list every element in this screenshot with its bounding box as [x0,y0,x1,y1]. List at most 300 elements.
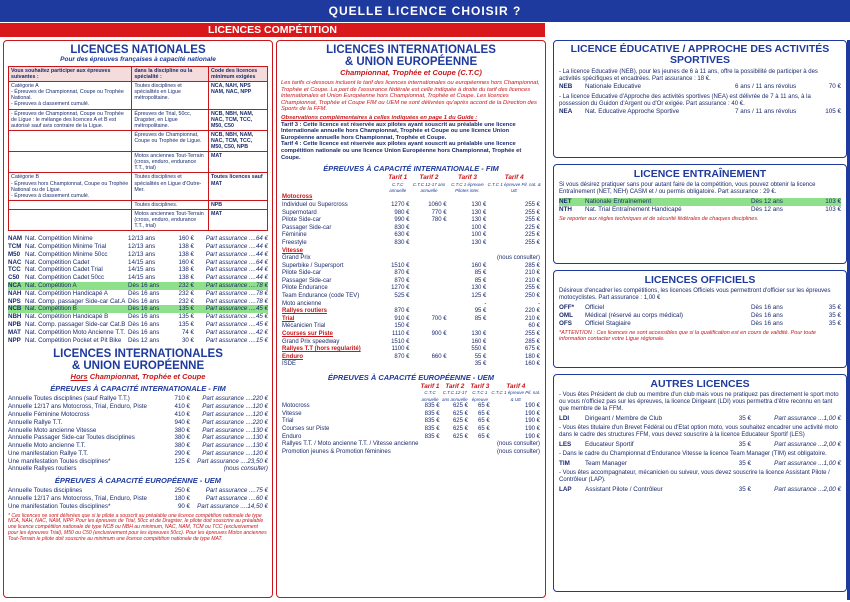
hors-label: Hors [70,372,88,382]
tarif-value [385,194,410,202]
license-price: 105 € [825,108,841,115]
tarif-value: 830 € [394,239,410,246]
license-insurance: Part assurance ...2,00 € [774,486,841,493]
license-code: NET [559,198,572,205]
tarif-row [281,441,541,449]
category-cell: Épreuves de Championnat, Coupe ou Trophée de Ligue. [132,130,209,151]
tarif-label: Promotion jeunes & Promotion féminines [282,448,391,455]
tarif-label: Vitesse [282,410,302,417]
price-insurance: (nous consulter) [223,465,268,473]
tarif-value [410,361,447,369]
tarif-value [410,346,447,354]
educative-text-2: - La licence Educative d'Approche des activités sportives (NEA) est délivrée de 7 à 11 ans, à la possession du Guidon d'Argent ou d'Or exigée. Part assurance : 40 €. [559,94,811,107]
tarif-subtitle: C.T.C annuelle [389,181,407,193]
national-box [3,40,273,598]
international-box [276,40,546,598]
intl-hors-footnote: * Ces licences ne sont délivrées que si le pilote a souscrit au préalable une licence compétition nationale de type NCA, NAH, NAC, NAM, NPP. Pour les épreuves de Trial, 50cc et de Dragster, le pilote doit souscrire au préalable une licence compétition nationale de type NCB ou NBH au minimum, NAC, NAM, TCM ou TCC (exclusivement pour les épreuves Trial), M50 ou C50 (exclusivement pour les épreuves 50cc). Pour les épreuves Motos anciennes Tout-Terrain le pilote doit souscrire au minimum une licence compétition nationale de type MAT. [8,512,267,542]
license-price: 135 € [178,320,194,328]
price-row [8,503,268,511]
tarif-title: Tarif 3 [470,383,490,390]
intl-tarif4: Tarif 4 : Cette licence est réservée aux pilotes ayant souscrit au préalable une licence compétition nationale ou une licence Union Européenne hors Championnat, Trophée et Coupe. [281,141,522,161]
officials-text: Désireux d'encadrer les compétitions, les licences Officiels vous permettront d'officier sur les épreuves motocyclistes. Part assurance : 1,00 € [559,288,831,301]
tarif-value [385,248,410,256]
other-text-4: - Vous êtes accompagnateur, mécanicien ou suiveur, vous devez souscrire la licence Assistant Pilote / Contrôleur (LAP). [559,470,830,483]
tarif-value [419,441,440,449]
tarif-row [281,316,541,324]
tarif-label: Passager Side-car [282,277,332,284]
license-price: 35 € [738,415,751,422]
tarif-value: - [538,300,540,307]
tarif-value: 150 € [394,323,410,330]
tarif-header [410,175,447,194]
tarif-row [281,346,541,354]
tarif-value: 130 € [471,209,487,216]
license-insurance: Part assurance ....44 € [205,274,268,282]
national-license-row [8,313,268,321]
license-label: Assistant Pilote / Contrôleur [585,486,663,493]
price-row [8,450,268,458]
price-value: 380 € [174,426,190,434]
category-cell: MAT [208,152,267,173]
tarif-value: 980 € [394,209,410,216]
tarif-value: 190 € [524,403,540,410]
category-cell: Motos anciennes Tout-Terrain (cross, enduro, endurance T.T., trial) [132,209,209,230]
license-label: Officiel Stagiaire [585,320,631,327]
tarif-row [281,202,541,210]
officials-list [559,304,841,328]
tarif-value: 830 € [394,224,410,231]
license-insurance: Part assurance ....64 € [205,258,268,266]
tarif-subtitle: C.T.C 1 épreuve [471,390,488,402]
tarif-value [410,255,447,263]
license-age: 12/13 ans [128,235,156,243]
license-row [559,320,841,328]
intl-tarif3: Tarif 3 : Cette licence est réservée aux pilotes ayant souscrit au préalable une licence Internationale annuelle hors Championnat, Trophée et Coupe ou une licence Union Européenne annuelle hors Championnat, Trophée et Coupe. [281,121,516,141]
tarif-value: 525 € [394,293,410,300]
tarif-value: 835 € [424,433,440,440]
license-row [559,304,841,312]
license-code: NBH [8,313,22,321]
tarif-value: 1060 € [428,201,447,208]
tarif-value: 285 € [524,262,540,269]
license-label: Nationale Entraînement [585,198,652,205]
intl-hors-uem-heading: ÉPREUVES À CAPACITÉ EUROPÉENNE - UEM [54,476,222,486]
tarif-value: 625 € [452,433,468,440]
tarif-value: 35 € [474,361,487,368]
category-cell: - Épreuves de Championnat, Coupe ou Trophée de Ligue : le mélange des licences A et B est autorisé sauf avis contraire de la Ligue. [9,109,132,130]
tarif-label: Supermotard [282,209,317,216]
license-code: NTH [559,206,572,213]
national-license-row [8,266,268,274]
educative-text-1: - La licence Educative (NEB), pour les jeunes de 6 à 11 ans, offre la possibilité de participer à des activités spécifiques et encadrées. Part assurance : 18 €. [559,69,818,82]
national-license-row [8,329,268,337]
tarif-label: Grand Prix speedway [282,338,340,345]
tarif-row [281,403,541,411]
price-row [8,434,268,442]
price-label: Annuelle Rallye T.T. [8,418,63,426]
license-label: Nat. Compétition Pocket et Pit Bike [25,336,122,344]
license-age: 12/13 ans [128,242,156,250]
tarif-value [410,308,447,316]
tarif-value: 835 € [424,426,440,432]
license-price: 138 € [178,266,194,274]
other-box [553,374,847,592]
category-row [9,209,268,230]
tarif-value [487,194,541,202]
tarif-value [469,449,491,457]
category-header-codes: Code des licences minimum exigées [208,67,267,82]
license-code: NPB [8,320,22,328]
tarif-value [448,248,488,256]
tarif-value: 100 € [471,224,487,231]
tarif-value: 160 € [471,338,487,345]
national-title: LICENCES NATIONALES [70,44,206,56]
tarif-row [281,418,541,426]
tarif-value: 1100 € [391,346,410,353]
price-row [8,465,268,473]
national-license-row [8,235,268,243]
license-price: 138 € [178,242,194,250]
license-age: 14/15 ans [128,274,156,282]
intl-title-1: LICENCES INTERNATIONALES [326,44,496,56]
price-insurance: Part assurance ....120 € [202,449,268,457]
price-label: Annuelle 12/17 ans Motocross, Trial, Enduro, Piste [8,403,147,411]
tarif-title: Tarif 1 [388,174,408,182]
tarif-value [410,263,447,271]
tarif-value: 625 € [452,410,468,417]
educative-box [553,40,847,158]
training-note: Se reporter aux règles techniques et de sécurité fédérales de chaques disciplines. [559,216,759,222]
tarif-title: Tarif 4 [506,383,526,390]
other-row-tim [559,460,841,468]
license-code: M50 [8,250,21,258]
tarif-label: Trial [282,418,294,425]
tarif-value: 625 € [452,418,468,425]
license-price: 35 € [738,486,751,493]
tarif-title: Tarif 2 [445,383,465,390]
tarif-header [448,175,488,194]
price-row [8,411,268,419]
other-text-1: - Vous êtes Président de club ou membre d'un club mais vous ne pratiquez pas directement le sport moto ou vous n'officiez pas sur les épreuves, la licence Dirigeant (LDI) vous permettra d'être reconnu en tant que membre de la FFM. [559,392,839,412]
tarif-value [448,255,488,263]
tarif-label: Enduro [282,353,303,360]
tarif-label: Motocross [282,403,310,410]
price-label: Annuelle Passager Side-car Toutes disciplines [8,434,135,442]
tarif-value [410,339,447,347]
tarif-row [281,339,541,347]
tarif-row [281,323,541,331]
intl-fim-heading: ÉPREUVES À CAPACITÉ INTERNATIONALE - FIM [323,164,499,174]
tarif-value: 630 € [394,232,410,239]
tarif-row [281,194,541,202]
license-age: 6 ans / 11 ans révolus [735,83,797,90]
tarif-value: - [484,300,487,307]
tarif-value: 210 € [524,270,540,277]
category-row [9,109,268,130]
category-cell: Catégorie B - Épreuves hors Championnat, Coupe ou Trophée National ou de Ligue. - Épreuves à classement cumulé. [9,173,132,200]
tarif-row [281,210,541,218]
category-cell: Toutes licences sauf MAT [208,173,267,200]
tarif-label: Motocross [282,194,313,201]
license-row [559,312,841,320]
national-license-row [8,274,268,282]
price-insurance: Part assurance ....220 € [202,395,268,403]
tarif-value: 1270 € [391,285,410,292]
price-label: Annuelle Rallyes routiers [8,465,77,473]
tarif-row [281,270,541,278]
tarif-row [281,301,541,309]
tarif-value [441,441,469,449]
tarif-row [281,225,541,233]
license-price: 35 € [828,320,841,327]
license-label: Nat. Compétition Minime 50cc [25,250,108,258]
price-insurance: Part assurance ....220 € [202,418,268,426]
tarif-label: Pilote Side-car [282,270,322,277]
educative-row-nea [559,108,841,116]
tarif-value: 130 € [471,201,487,208]
training-title: LICENCE ENTRAÎNEMENT [633,168,767,180]
tarif-row [281,361,541,369]
license-age: Dès 16 ans [751,312,783,319]
tarif-value [410,232,447,240]
other-row-les [559,441,841,449]
tarif-value [410,248,447,256]
tarif-value: 130 € [471,217,487,224]
tarif-value [448,194,488,202]
tarif-value: 130 € [471,285,487,292]
license-age: Dès 12 ans [751,198,783,205]
national-license-row [8,243,268,251]
license-age: Dès 16 ans [128,289,160,297]
tarif-row [281,293,541,301]
tarif-label: Vitesse [282,247,303,254]
tarif-row [281,240,541,248]
category-cell [9,209,132,230]
license-price: 138 € [178,274,194,282]
intl-hors-subtitle [8,372,268,381]
license-insurance: Part assurance ....44 € [205,266,268,274]
license-price: 35 € [738,460,751,467]
tarif-value [410,225,447,233]
license-insurance: Part assurance ....64 € [205,235,268,243]
license-insurance: Part assurance ...1,00 € [774,415,841,422]
training-box [553,164,847,264]
tarif-value [410,240,447,248]
category-cell: NCB, NBH, NAM, NAC, TCM, TCC, M50, C50 [208,109,267,130]
tarif-value: 550 € [471,346,487,353]
tarif-row [281,248,541,256]
tarif-value: 660 € [431,353,447,360]
license-label: Nat. Compétition Minime Trial [25,242,107,250]
license-code: LES [559,441,572,448]
tarif-value: 210 € [524,315,540,322]
tarif-value: 625 € [452,426,468,432]
license-code: NPS [8,297,21,305]
category-cell: Motos anciennes Tout-Terrain (cross, enduro, endurance T.T., trial) [132,152,209,173]
license-code: NEA [559,108,573,115]
price-value [160,465,190,473]
tarif-title: Tarif 1 [420,383,440,390]
license-age: Dès 16 ans [751,320,783,327]
price-insurance: Part assurance ....130 € [202,434,268,442]
tarif-label: Pilote Side-car [282,217,322,224]
license-label: Nationale Educative [585,83,642,90]
price-insurance: Part assurance ....14,50 € [197,502,268,510]
tarif-value: (nous consulter) [496,448,540,455]
tarif-value: 870 € [394,308,410,315]
intl-observations: Observations complémentaires à celles indiquées en page 1 du Guide : [281,114,478,121]
tarif-value: 770 € [431,209,447,216]
license-code: TIM [559,460,570,467]
tarif-subtitle: C.T.C 1 épreuve Pilotes inter. [451,181,484,193]
price-label: Annuelle Féminine Motocross [8,410,90,418]
tarif-value: 160 € [524,361,540,368]
category-cell: Toutes disciplines et spécialités en Ligue métropolitaine. [132,82,209,109]
license-label: Nat. Compétition B [25,305,77,313]
license-price: 74 € [181,328,194,336]
price-row [8,442,268,450]
license-label: Nat. Comp. passager Side-car Cat.B [25,320,126,328]
license-label: Nat. Comp. passager Side-car Cat.A [25,297,126,305]
intl-subtitle: Championnat, Trophée et Coupe (C.T.C) [340,68,482,77]
tarif-label: Passager Side-car [282,224,332,231]
educative-title: LICENCE ÉDUCATIVE / APPROCHE DES ACTIVITÉS SPORTIVES [570,43,830,66]
tarif-value: 870 € [394,277,410,284]
price-row [8,487,268,495]
license-price: 103 € [825,206,841,213]
tarif-value: 1270 € [391,201,410,208]
tarif-value [441,449,469,457]
tarif-value: 180 € [524,353,540,360]
license-label: Nat. Trial Entraînement Handicapé [585,206,682,213]
intl-intro: Les tarifs ci-dessous incluent le tarif des licences internationales ou européennes hors Championnat, Trophée et Coupe. La part de l'assurance fédérale est celle indiquée à droite du tarif des licences internationales et Union Européenne hors Championnat, Trophée et Coupe. Les licences Championnat, Trophée et Coupe FIM ou UEM ne sont délivrées qu'après accord de la Direction des Sports de la FFM. [281,80,540,113]
license-price: 232 € [178,297,194,305]
international-column [276,40,546,598]
tarif-value: 160 € [471,262,487,269]
license-insurance: Part assurance ....45 € [205,305,268,313]
price-label: Une manifestation Rallye T.T. [8,449,89,457]
other-text-3: - Dans le cadre du Championnat d'Endurance Vitesse la licence Team Manager (TIM) est obligatoire. [559,451,827,457]
price-label: Annuelle Moto ancienne Vitesse [8,426,97,434]
license-code: TCC [8,266,21,274]
category-row [9,200,268,209]
tarif-subtitle: C.T.C 12-17 ans annuelle [412,181,446,193]
tarif-value: 255 € [524,217,540,224]
category-header-discipline: dans la discipline ou la spécialité : [132,67,209,82]
officials-title: LICENCES OFFICIELS [644,274,756,286]
license-price: 35 € [828,304,841,311]
license-age: Dès 16 ans [128,320,160,328]
price-insurance: Part assurance ....23,50 € [197,457,268,465]
license-price: 232 € [178,281,194,289]
license-label: Nat. Compétition Cadet 50cc [25,274,105,282]
tarif-value: 65 € [478,410,490,417]
license-code: NEB [559,83,573,90]
tarif-value: 190 € [524,433,540,440]
price-row [8,419,268,427]
category-cell: Toutes disciplines et spécialités en Ligue d'Outre-Mer. [132,173,209,200]
tarif-title: Tarif 3 [458,174,477,182]
price-value: 250 € [174,487,190,495]
license-code: NPP [8,336,21,344]
tarif-label: Rallyes routiers [282,308,328,315]
license-label: Nat. Compétition Handicapé B [25,313,109,321]
license-age: 14/15 ans [128,266,156,274]
price-value: 710 € [174,395,190,403]
price-insurance: Part assurance ....120 € [202,403,268,411]
tarif-value: 285 € [524,338,540,345]
national-subtitle: Pour des épreuves françaises à capacité nationale [60,56,216,63]
tarif-value: 1510 € [391,262,410,269]
category-row [9,82,268,109]
tarif-value [410,278,447,286]
price-insurance: Part assurance ....130 € [202,426,268,434]
price-label: Annuelle Toutes disciplines (sauf Rallye T.T.) [8,395,130,403]
tarif-value: 65 € [478,403,490,410]
price-insurance: Part assurance ....60 € [205,495,268,503]
license-insurance: Part assurance ....45 € [205,320,268,328]
price-value: 410 € [174,410,190,418]
tarif-value: 85 € [474,315,487,322]
price-label: Annuelle 12/17 ans Motocross, Trial, Enduro, Piste [8,495,147,503]
license-price: 103 € [825,198,841,205]
license-label: Dirigeant / Membre de Club [585,415,662,422]
license-label: Educateur Sportif [585,441,634,448]
price-insurance: Part assurance ....120 € [202,410,268,418]
license-age: Dès 12 ans [751,206,783,213]
license-age: Dès 16 ans [128,305,160,313]
tarif-value: 130 € [471,331,487,338]
tarif-value [385,361,410,369]
category-cell: NPB [208,200,267,209]
tarif-row [281,285,541,293]
tarif-subtitle: C.T.C annuelle [421,390,439,402]
tarif-value: 220 € [524,308,540,315]
tarif-value: 780 € [431,217,447,224]
intl-hors-title-2: & UNION EUROPÉENNE [71,360,205,373]
license-age: Dès 16 ans [128,281,160,289]
license-age: Dès 16 ans [751,304,783,311]
tarif-row [281,308,541,316]
price-value: 380 € [174,442,190,450]
national-license-row [8,251,268,259]
tarif-value: 210 € [524,277,540,284]
license-price: 135 € [178,313,194,321]
license-label: Team Manager [585,460,627,467]
license-price: 138 € [178,250,194,258]
intl-hors-title-1: LICENCES INTERNATIONALES [53,348,223,361]
intl-fim-table [281,175,541,369]
license-label: Nat. Compétition Cadet [25,258,90,266]
license-insurance: Part assurance ....44 € [205,250,268,258]
license-label: Nat. Compétition Minime [25,235,93,243]
license-label: Nat. Educative Approche Sportive [585,108,680,115]
tarif-row [281,434,541,442]
tarif-value [385,301,410,309]
national-license-row [8,337,268,345]
tarif-row [281,331,541,339]
tarif-header [385,175,410,194]
tarif-row [281,278,541,286]
national-license-row [8,298,268,306]
license-label: Nat. Compétition Cadet Trial [25,266,103,274]
tarif-label: ISDE [282,361,297,368]
license-label: Nat. Compétition Handicapé A [25,289,108,297]
tarif-value: 225 € [524,232,540,239]
license-label: Nat. Compétition Moto Ancienne T.T. [25,328,125,336]
price-value: 290 € [174,449,190,457]
category-cell: Toutes disciplines. [132,200,209,209]
